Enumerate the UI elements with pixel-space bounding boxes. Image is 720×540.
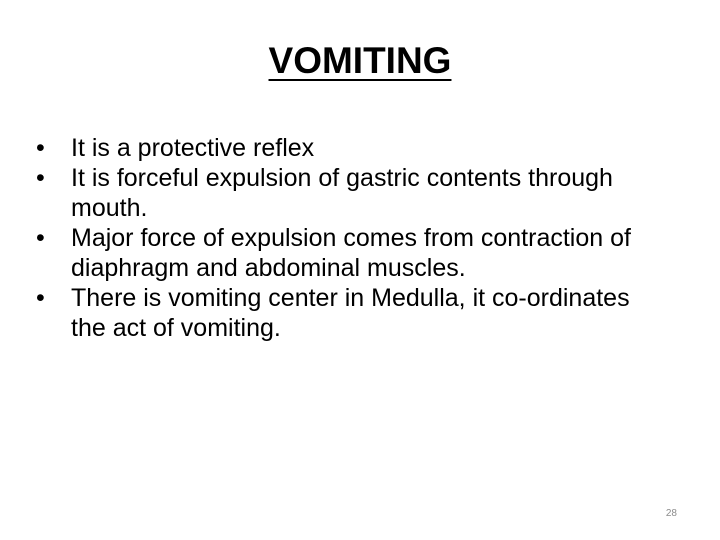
slide-title-text: VOMITING (268, 40, 452, 81)
bullet-text: It is forceful expulsion of gastric contents through mouth. (71, 164, 613, 222)
bullet-icon: • (36, 164, 45, 192)
bullet-text: Major force of expulsion comes from contraction of diaphragm and abdominal muscles. (71, 224, 631, 282)
bullet-item (36, 283, 648, 343)
bullet-list (36, 133, 648, 343)
page-number: 28 (665, 508, 677, 519)
bullet-item (36, 223, 648, 283)
bullet-text: There is vomiting center in Medulla, it co-ordinates the act of vomiting. (71, 284, 630, 342)
bullet-icon: • (36, 134, 45, 162)
slide-title (0, 40, 720, 83)
bullet-icon: • (36, 284, 45, 312)
bullet-text: It is a protective reflex (71, 134, 315, 162)
bullet-item (36, 163, 648, 223)
bullet-icon: • (36, 224, 45, 252)
bullet-item (36, 133, 648, 163)
